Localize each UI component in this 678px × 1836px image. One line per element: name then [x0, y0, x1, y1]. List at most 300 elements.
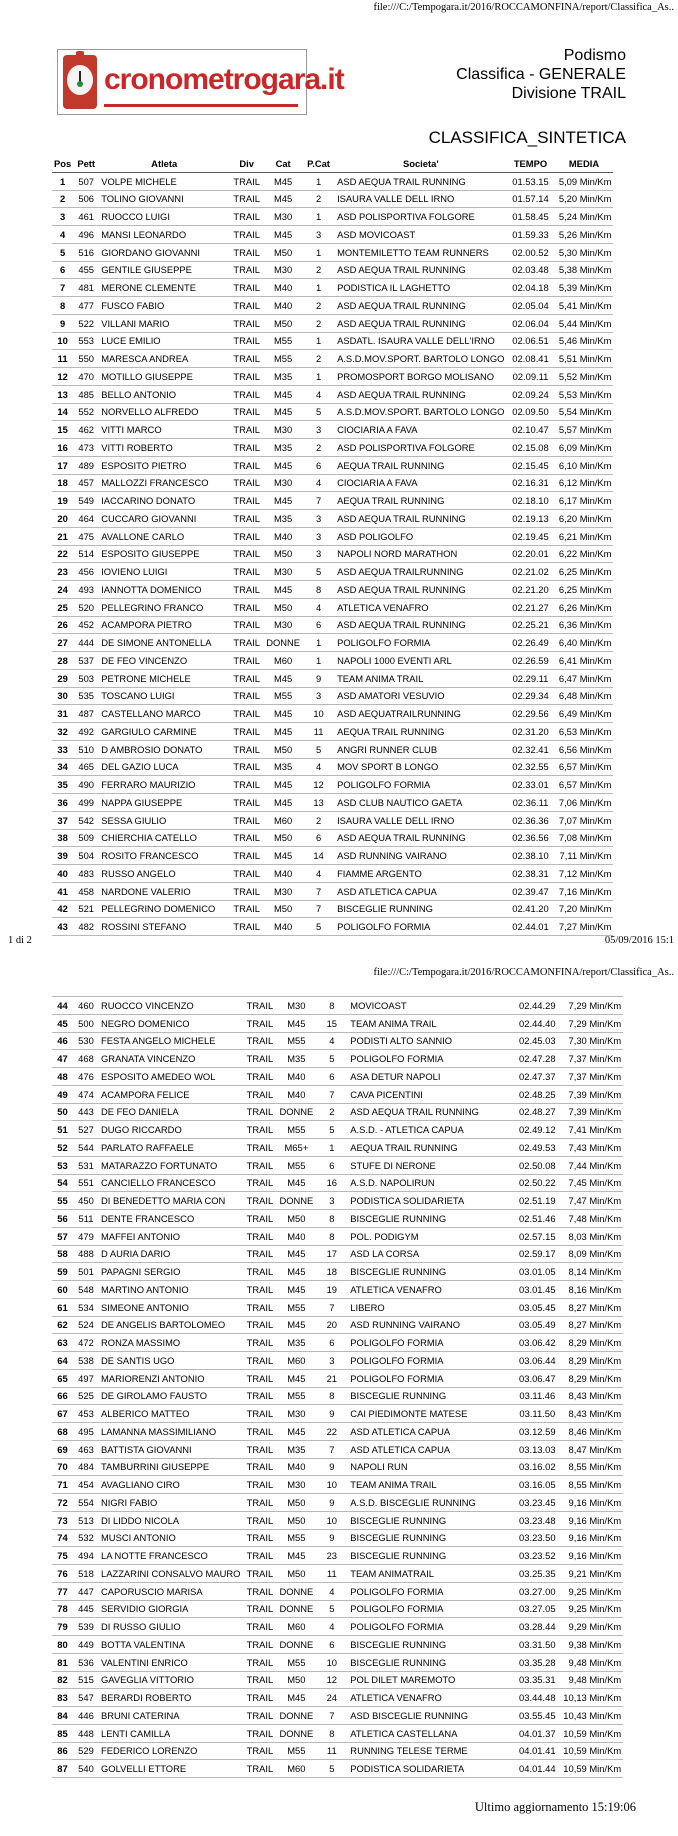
category-position: 17 [315, 1245, 348, 1263]
category: M60 [277, 1352, 315, 1370]
club-name: ASD AEQUA TRAIL RUNNING [335, 581, 506, 599]
bib-number: 516 [73, 243, 99, 261]
finish-time: 02.38.10 [506, 847, 554, 865]
finish-time: 02.06.04 [506, 314, 554, 332]
print-url-header-page2: file:///C:/Tempogara.it/2016/ROCCAMONFINA/report/Classifica_As.. [373, 967, 674, 978]
table-body-page2 [52, 997, 623, 1778]
division: TRAIL [229, 616, 264, 634]
table-row [52, 1227, 623, 1245]
average-pace: 8,16 Min/Km [561, 1281, 623, 1299]
division: TRAIL [242, 1636, 277, 1654]
finish-time: 02.10.47 [506, 421, 554, 439]
division: TRAIL [242, 1263, 277, 1281]
club-name: ASD CLUB NAUTICO GAETA [335, 794, 506, 812]
athlete-name: MANSI LEONARDO [99, 226, 229, 244]
table-row [52, 1653, 623, 1671]
bib-number: 500 [73, 1014, 99, 1032]
category: M55 [264, 350, 302, 368]
athlete-name: CHIERCHIA CATELLO [99, 829, 229, 847]
athlete-name: IOVIENO LUIGI [99, 563, 229, 581]
division: TRAIL [229, 510, 264, 528]
table-row [52, 1032, 623, 1050]
finish-time: 03.23.48 [513, 1511, 561, 1529]
position: 23 [52, 563, 73, 581]
category-position: 2 [302, 190, 335, 208]
athlete-name: BELLO ANTONIO [99, 385, 229, 403]
athlete-name: MARTINO ANTONIO [99, 1281, 242, 1299]
club-name: A.S.D. BISCEGLIE RUNNING [348, 1494, 513, 1512]
category: M45 [264, 226, 302, 244]
division: TRAIL [229, 421, 264, 439]
category-position: 1 [302, 172, 335, 190]
division: TRAIL [229, 456, 264, 474]
bib-number: 473 [73, 439, 99, 457]
club-name: TEAM ANIMA TRAIL [348, 1014, 513, 1032]
finish-time: 02.06.51 [506, 332, 554, 350]
category-position: 1 [302, 243, 335, 261]
average-pace: 5,53 Min/Km [554, 385, 613, 403]
bib-number: 455 [73, 261, 99, 279]
table-row [52, 510, 613, 528]
position: 55 [52, 1192, 73, 1210]
position: 17 [52, 456, 73, 474]
category: M50 [264, 598, 302, 616]
division: TRAIL [229, 279, 264, 297]
position: 61 [52, 1298, 73, 1316]
bib-number: 494 [73, 1547, 99, 1565]
table-row [52, 368, 613, 386]
average-pace: 6,25 Min/Km [554, 563, 613, 581]
category-position: 3 [315, 1192, 348, 1210]
position: 64 [52, 1352, 73, 1370]
results-table-page2 [52, 996, 623, 1778]
finish-time: 02.36.36 [506, 811, 554, 829]
average-pace: 10,43 Min/Km [561, 1707, 623, 1725]
table-row [52, 1618, 623, 1636]
bib-number: 462 [73, 421, 99, 439]
position: 44 [52, 997, 73, 1015]
average-pace: 8,03 Min/Km [561, 1227, 623, 1245]
average-pace: 6,56 Min/Km [554, 740, 613, 758]
table-row [52, 1724, 623, 1742]
category: M30 [264, 261, 302, 279]
category: M50 [277, 1565, 315, 1583]
bib-number: 520 [73, 598, 99, 616]
club-name: NAPOLI NORD MARATHON [335, 545, 506, 563]
position: 75 [52, 1547, 73, 1565]
category-position: 22 [315, 1423, 348, 1441]
division: TRAIL [242, 1760, 277, 1778]
club-name: ASD AMATORI VESUVIO [335, 687, 506, 705]
col-media: MEDIA [554, 155, 613, 172]
finish-time: 03.35.28 [513, 1653, 561, 1671]
category-position: 9 [315, 1529, 348, 1547]
division: TRAIL [242, 1156, 277, 1174]
division: TRAIL [229, 208, 264, 226]
average-pace: 6,12 Min/Km [554, 474, 613, 492]
category: M30 [264, 616, 302, 634]
athlete-name: DE FEO DANIELA [99, 1103, 242, 1121]
bib-number: 447 [73, 1582, 99, 1600]
bib-number: 535 [73, 687, 99, 705]
category: M55 [277, 1156, 315, 1174]
table-row [52, 1582, 623, 1600]
finish-time: 02.04.18 [506, 279, 554, 297]
athlete-name: ROSITO FRANCESCO [99, 847, 229, 865]
category-position: 8 [315, 1724, 348, 1742]
bib-number: 488 [73, 1245, 99, 1263]
table-row [52, 492, 613, 510]
average-pace: 5,57 Min/Km [554, 421, 613, 439]
athlete-name: SESSA GIULIO [99, 811, 229, 829]
club-name: ASD AEQUA TRAIL RUNNING [335, 297, 506, 315]
table-row [52, 1352, 623, 1370]
division: TRAIL [229, 368, 264, 386]
table-row [52, 563, 613, 581]
division: TRAIL [242, 1139, 277, 1157]
position: 7 [52, 279, 73, 297]
position: 81 [52, 1653, 73, 1671]
category-position: 2 [315, 1103, 348, 1121]
category: M40 [277, 1227, 315, 1245]
category-position: 1 [302, 634, 335, 652]
finish-time: 02.51.19 [513, 1192, 561, 1210]
category-position: 10 [302, 705, 335, 723]
bib-number: 461 [73, 208, 99, 226]
division: TRAIL [242, 1085, 277, 1103]
bib-number: 547 [73, 1689, 99, 1707]
category-position: 5 [315, 1600, 348, 1618]
category-position: 15 [315, 1014, 348, 1032]
position: 69 [52, 1440, 73, 1458]
category-position: 7 [315, 1298, 348, 1316]
category: M45 [264, 669, 302, 687]
position: 73 [52, 1511, 73, 1529]
table-row [52, 1760, 623, 1778]
col-div: Div [229, 155, 264, 172]
club-name: TEAM ANIMATRAIL [348, 1565, 513, 1583]
bib-number: 521 [73, 900, 99, 918]
table-row [52, 172, 613, 190]
athlete-name: GAVEGLIA VITTORIO [99, 1671, 242, 1689]
category-position: 2 [302, 297, 335, 315]
club-name: ATLETICA VENAFRO [348, 1689, 513, 1707]
bib-number: 506 [73, 190, 99, 208]
athlete-name: TOLINO GIOVANNI [99, 190, 229, 208]
division: TRAIL [242, 997, 277, 1015]
category: M60 [264, 652, 302, 670]
position: 46 [52, 1032, 73, 1050]
table-row [52, 723, 613, 741]
athlete-name: DE ANGELIS BARTOLOMEO [99, 1316, 242, 1334]
category: M45 [264, 705, 302, 723]
category: M45 [277, 1014, 315, 1032]
bib-number: 524 [73, 1316, 99, 1334]
club-name: ASD POLISPORTIVA FOLGORE [335, 439, 506, 457]
table-row [52, 1085, 623, 1103]
club-name: POLIGOLFO FORMIA [348, 1600, 513, 1618]
category-position: 4 [302, 474, 335, 492]
athlete-name: GARGIULO CARMINE [99, 723, 229, 741]
finish-time: 02.26.59 [506, 652, 554, 670]
category: DONNE [277, 1192, 315, 1210]
finish-time: 01.57.14 [506, 190, 554, 208]
average-pace: 8,43 Min/Km [561, 1405, 623, 1423]
bib-number: 493 [73, 581, 99, 599]
table-row [52, 634, 613, 652]
finish-time: 04.01.41 [513, 1742, 561, 1760]
category: DONNE [264, 634, 302, 652]
club-name: BISCEGLIE RUNNING [335, 900, 506, 918]
finish-time: 02.20.01 [506, 545, 554, 563]
position: 27 [52, 634, 73, 652]
athlete-name: MARESCA ANDREA [99, 350, 229, 368]
bib-number: 553 [73, 332, 99, 350]
table-row [52, 847, 613, 865]
position: 28 [52, 652, 73, 670]
category: DONNE [277, 1636, 315, 1654]
category: DONNE [277, 1724, 315, 1742]
category: M65+ [277, 1139, 315, 1157]
average-pace: 9,38 Min/Km [561, 1636, 623, 1654]
position: 53 [52, 1156, 73, 1174]
table-row [52, 1156, 623, 1174]
bib-number: 499 [73, 794, 99, 812]
category-position: 1 [302, 332, 335, 350]
athlete-name: PETRONE MICHELE [99, 669, 229, 687]
club-name: ATLETICA VENAFRO [335, 598, 506, 616]
club-name: ASD BISCEGLIE RUNNING [348, 1707, 513, 1725]
position: 58 [52, 1245, 73, 1263]
category: M50 [277, 1511, 315, 1529]
category: M55 [277, 1298, 315, 1316]
position: 42 [52, 900, 73, 918]
print-datetime: 05/09/2016 15:1 [604, 935, 674, 946]
average-pace: 7,11 Min/Km [554, 847, 613, 865]
average-pace: 9,16 Min/Km [561, 1511, 623, 1529]
finish-time: 03.01.45 [513, 1281, 561, 1299]
athlete-name: IACCARINO DONATO [99, 492, 229, 510]
finish-time: 03.44.48 [513, 1689, 561, 1707]
table-row [52, 261, 613, 279]
category-position: 18 [315, 1263, 348, 1281]
division: TRAIL [242, 1440, 277, 1458]
category-position: 10 [315, 1476, 348, 1494]
category-position: 12 [302, 776, 335, 794]
average-pace: 5,24 Min/Km [554, 208, 613, 226]
division: TRAIL [229, 226, 264, 244]
club-name: POL DILET MAREMOTO [348, 1671, 513, 1689]
club-name: POLIGOLFO FORMIA [348, 1369, 513, 1387]
category: DONNE [277, 1707, 315, 1725]
bib-number: 454 [73, 1476, 99, 1494]
average-pace: 8,27 Min/Km [561, 1316, 623, 1334]
position: 15 [52, 421, 73, 439]
finish-time: 02.15.08 [506, 439, 554, 457]
athlete-name: MARIORENZI ANTONIO [99, 1369, 242, 1387]
club-name: ISAURA VALLE DELL IRNO [335, 811, 506, 829]
average-pace: 5,54 Min/Km [554, 403, 613, 421]
division: TRAIL [242, 1068, 277, 1086]
athlete-name: BERARDI ROBERTO [99, 1689, 242, 1707]
finish-time: 03.27.00 [513, 1582, 561, 1600]
finish-time: 02.38.31 [506, 865, 554, 883]
bib-number: 542 [73, 811, 99, 829]
table-row [52, 882, 613, 900]
club-name: ANGRI RUNNER CLUB [335, 740, 506, 758]
category-position: 5 [302, 918, 335, 936]
table-row [52, 1547, 623, 1565]
bib-number: 444 [73, 634, 99, 652]
table-row [52, 1103, 623, 1121]
category-position: 4 [315, 1618, 348, 1636]
position: 57 [52, 1227, 73, 1245]
category-position: 2 [302, 314, 335, 332]
position: 47 [52, 1050, 73, 1068]
category-position: 2 [302, 261, 335, 279]
category-position: 9 [315, 1494, 348, 1512]
table-row [52, 669, 613, 687]
category-position: 4 [315, 1032, 348, 1050]
category: M35 [264, 368, 302, 386]
category: M45 [264, 581, 302, 599]
finish-time: 02.21.27 [506, 598, 554, 616]
finish-time: 02.36.11 [506, 794, 554, 812]
average-pace: 9,16 Min/Km [561, 1494, 623, 1512]
average-pace: 7,39 Min/Km [561, 1103, 623, 1121]
average-pace: 7,07 Min/Km [554, 811, 613, 829]
athlete-name: GIORDANO GIOVANNI [99, 243, 229, 261]
average-pace: 10,59 Min/Km [561, 1724, 623, 1742]
athlete-name: ESPOSITO AMEDEO WOL [99, 1068, 242, 1086]
average-pace: 6,26 Min/Km [554, 598, 613, 616]
finish-time: 02.47.28 [513, 1050, 561, 1068]
category: M55 [264, 687, 302, 705]
category-position: 3 [302, 226, 335, 244]
category-position: 3 [302, 545, 335, 563]
athlete-name: MOTILLO GIUSEPPE [99, 368, 229, 386]
category: M35 [277, 1334, 315, 1352]
bib-number: 497 [73, 1369, 99, 1387]
bib-number: 525 [73, 1387, 99, 1405]
division: TRAIL [229, 243, 264, 261]
athlete-name: VALENTINI ENRICO [99, 1653, 242, 1671]
bib-number: 518 [73, 1565, 99, 1583]
division: TRAIL [242, 1600, 277, 1618]
finish-time: 03.12.59 [513, 1423, 561, 1441]
club-name: BISCEGLIE RUNNING [348, 1387, 513, 1405]
position: 80 [52, 1636, 73, 1654]
division: TRAIL [242, 1511, 277, 1529]
category-position: 6 [315, 1068, 348, 1086]
bib-number: 513 [73, 1511, 99, 1529]
division: TRAIL [229, 687, 264, 705]
table-row [52, 1174, 623, 1192]
bib-number: 463 [73, 1440, 99, 1458]
finish-time: 02.05.04 [506, 297, 554, 315]
average-pace: 5,46 Min/Km [554, 332, 613, 350]
club-name: ASD ATLETICA CAPUA [348, 1440, 513, 1458]
athlete-name: CANCIELLO FRANCESCO [99, 1174, 242, 1192]
athlete-name: PELLEGRINO DOMENICO [99, 900, 229, 918]
category: M45 [264, 794, 302, 812]
table-row [52, 474, 613, 492]
cronometrogara-logo [57, 49, 344, 115]
bib-number: 522 [73, 314, 99, 332]
position: 32 [52, 723, 73, 741]
club-name: AEQUA TRAIL RUNNING [335, 723, 506, 741]
position: 18 [52, 474, 73, 492]
category-position: 1 [302, 368, 335, 386]
category: M45 [277, 1245, 315, 1263]
bib-number: 504 [73, 847, 99, 865]
table-row [52, 1281, 623, 1299]
table-row [52, 1014, 623, 1032]
athlete-name: PELLEGRINO FRANCO [99, 598, 229, 616]
finish-time: 02.25.21 [506, 616, 554, 634]
club-name: FIAMME ARGENTO [335, 865, 506, 883]
division: TRAIL [242, 1707, 277, 1725]
position: 34 [52, 758, 73, 776]
position: 39 [52, 847, 73, 865]
athlete-name: ESPOSITO GIUSEPPE [99, 545, 229, 563]
table-row [52, 811, 613, 829]
table-row [52, 1511, 623, 1529]
category: M40 [277, 1458, 315, 1476]
division: TRAIL [229, 776, 264, 794]
table-row [52, 1742, 623, 1760]
finish-time: 03.06.44 [513, 1352, 561, 1370]
col-cat: Cat [264, 155, 302, 172]
category: M40 [264, 865, 302, 883]
bib-number: 536 [73, 1653, 99, 1671]
position: 52 [52, 1139, 73, 1157]
finish-time: 03.11.46 [513, 1387, 561, 1405]
finish-time: 02.39.47 [506, 882, 554, 900]
average-pace: 5,26 Min/Km [554, 226, 613, 244]
club-name: RUNNING TELESE TERME [348, 1742, 513, 1760]
category: M45 [277, 1263, 315, 1281]
average-pace: 7,43 Min/Km [561, 1139, 623, 1157]
table-row [52, 527, 613, 545]
average-pace: 7,27 Min/Km [554, 918, 613, 936]
category: M45 [277, 1174, 315, 1192]
finish-time: 02.19.45 [506, 527, 554, 545]
athlete-name: DEL GAZIO LUCA [99, 758, 229, 776]
category: M30 [277, 1405, 315, 1423]
athlete-name: SIMEONE ANTONIO [99, 1298, 242, 1316]
finish-time: 03.16.05 [513, 1476, 561, 1494]
table-row [52, 1192, 623, 1210]
bib-number: 503 [73, 669, 99, 687]
category-position: 11 [315, 1565, 348, 1583]
table-row [52, 439, 613, 457]
table-row [52, 1689, 623, 1707]
finish-time: 02.21.02 [506, 563, 554, 581]
finish-time: 03.16.02 [513, 1458, 561, 1476]
page-number: 1 di 2 [8, 935, 32, 946]
category: DONNE [277, 1600, 315, 1618]
club-name: CIOCIARIA A FAVA [335, 421, 506, 439]
category: M55 [277, 1653, 315, 1671]
athlete-name: NAPPA GIUSEPPE [99, 794, 229, 812]
club-name: PODISTICA SOLIDARIETA [348, 1760, 513, 1778]
finish-time: 03.06.42 [513, 1334, 561, 1352]
division: TRAIL [229, 723, 264, 741]
athlete-name: BRUNI CATERINA [99, 1707, 242, 1725]
position: 21 [52, 527, 73, 545]
finish-time: 03.05.45 [513, 1298, 561, 1316]
